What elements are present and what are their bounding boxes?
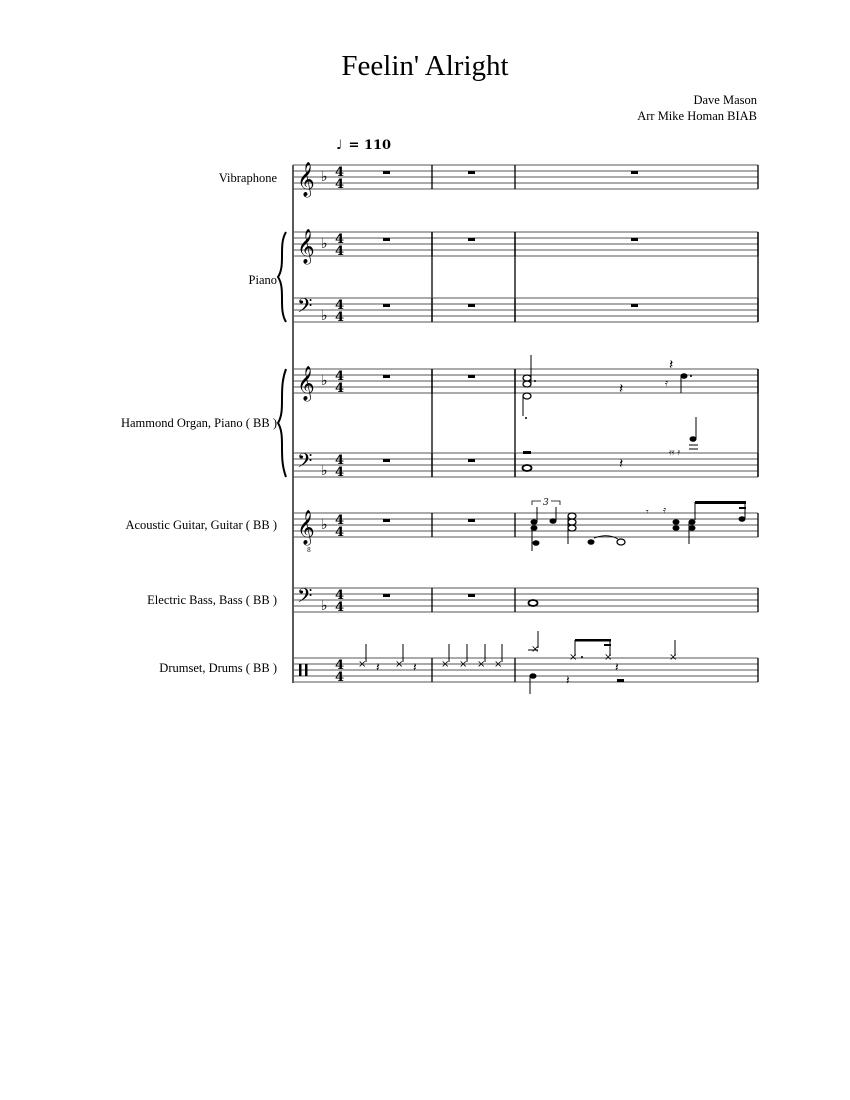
bass-clef-icon: 𝄢 — [297, 294, 313, 322]
svg-text:8: 8 — [307, 547, 311, 554]
instrument-label-bass: Electric Bass, Bass ( BB ) — [147, 593, 277, 607]
staff-piano-bass — [293, 294, 758, 325]
svg-text:𝄽: 𝄽 — [619, 381, 624, 397]
score-system: 4 4 𝄞 ♭ 𝄞 ♭ 𝄢 ♭ 𝄞 ♭ 𝄽 𝄽 𝄿 𝄢 ♭ 𝄽 𝄿𝄿 𝄿 𝄞 8 ♭ 3 𝄾 𝄿 𝄢 ♭ × 𝄽 × 𝄽 × × × × × × × 𝄽 × 𝄽 — [0, 0, 850, 1100]
svg-text:𝄽: 𝄽 — [566, 673, 570, 687]
treble-clef-8vb-icon: 𝄞 — [297, 510, 315, 545]
quarter-note-icon: ♩ — [336, 138, 343, 153]
staff-electric-bass — [293, 584, 758, 615]
svg-text:𝄿: 𝄿 — [663, 505, 667, 516]
svg-text:𝄿: 𝄿 — [665, 378, 669, 389]
instrument-label-drums: Drumset, Drums ( BB ) — [159, 661, 277, 675]
arranger: Arr Mike Homan BIAB — [637, 109, 757, 123]
svg-text:×: × — [477, 659, 486, 670]
instrument-label-piano: Piano — [248, 273, 277, 287]
svg-text:𝄾: 𝄾 — [646, 507, 649, 518]
flat-icon: ♭ — [321, 169, 328, 185]
svg-text:×: × — [604, 652, 613, 663]
svg-text:×: × — [531, 644, 540, 655]
piano-brace — [278, 232, 286, 322]
treble-clef-icon: 𝄞 — [297, 366, 315, 401]
svg-text:×: × — [494, 659, 503, 670]
staff-piano-treble — [293, 229, 758, 265]
composer: Dave Mason — [693, 93, 757, 107]
tempo-value: = 110 — [348, 138, 392, 153]
staff-guitar — [293, 498, 758, 554]
svg-text:×: × — [669, 652, 678, 663]
svg-text:𝄽: 𝄽 — [376, 660, 380, 674]
hammond-brace — [278, 369, 286, 477]
svg-text:𝄽: 𝄽 — [669, 357, 674, 373]
flat-icon: ♭ — [321, 308, 328, 324]
bass-clef-icon: 𝄢 — [297, 449, 313, 477]
svg-text:𝄽: 𝄽 — [619, 456, 624, 472]
flat-icon: ♭ — [321, 373, 328, 389]
svg-text:𝄿𝄿 𝄿: 𝄿𝄿 𝄿 — [669, 448, 681, 458]
score-title: Feelin' Alright — [341, 50, 509, 82]
staff-hammond-bass — [293, 417, 758, 480]
svg-text:3: 3 — [543, 498, 549, 508]
staff-vibraphone — [293, 162, 758, 198]
flat-icon: ♭ — [321, 463, 328, 479]
treble-clef-icon: 𝄞 — [297, 229, 315, 264]
flat-icon: ♭ — [321, 236, 328, 252]
svg-text:×: × — [569, 652, 578, 663]
staff-hammond-treble — [293, 355, 758, 419]
bass-clef-icon: 𝄢 — [297, 584, 313, 612]
instrument-label-vibraphone: Vibraphone — [218, 171, 277, 185]
instrument-label-guitar: Acoustic Guitar, Guitar ( BB ) — [125, 518, 277, 532]
flat-icon: ♭ — [321, 517, 328, 533]
percussion-clef-icon — [299, 664, 302, 676]
svg-text:𝄽: 𝄽 — [413, 660, 417, 674]
svg-text:×: × — [441, 659, 450, 670]
svg-text:×: × — [395, 659, 404, 670]
treble-clef-icon: 𝄞 — [297, 162, 315, 197]
staff-drums — [293, 631, 758, 694]
svg-text:×: × — [358, 659, 367, 670]
instrument-label-hammond: Hammond Organ, Piano ( BB ) — [120, 416, 277, 430]
svg-text:×: × — [459, 659, 468, 670]
svg-text:𝄽: 𝄽 — [615, 660, 619, 674]
flat-icon: ♭ — [321, 598, 328, 614]
